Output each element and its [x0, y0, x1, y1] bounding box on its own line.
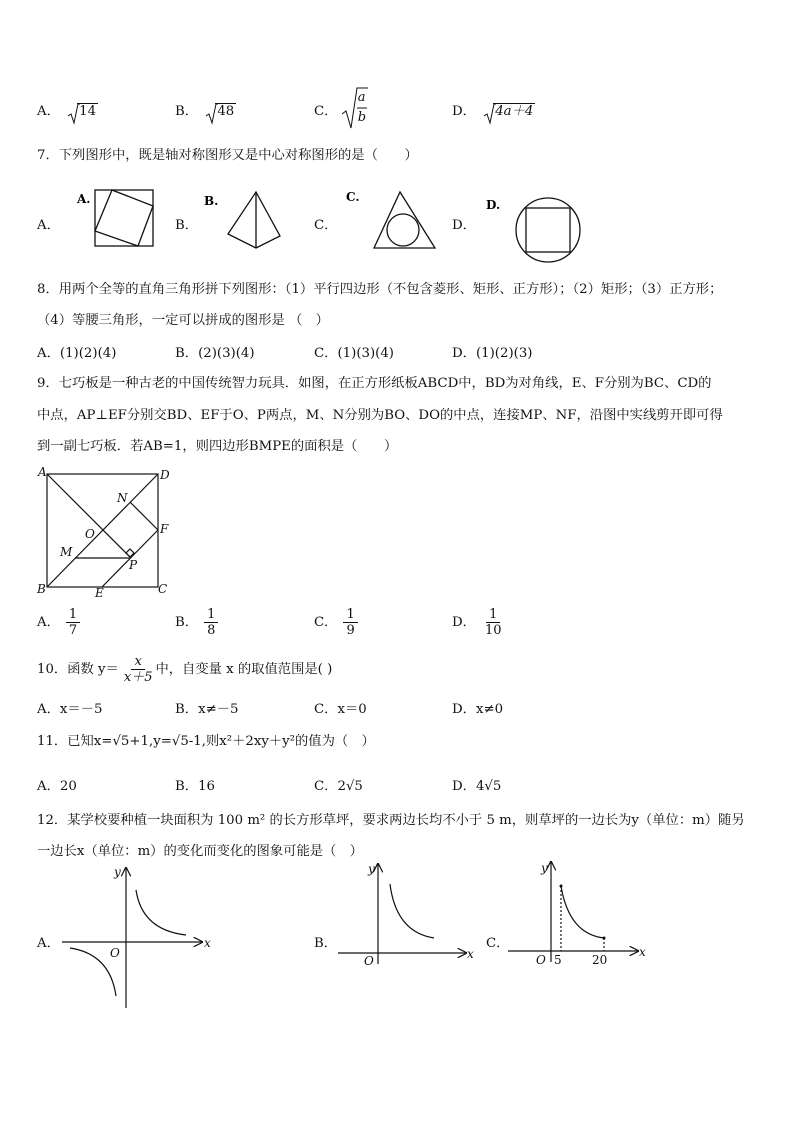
- sqrt-expression: [484, 103, 535, 120]
- q9-stem-line2: 中点，AP⊥EF分别交BD、EF于O、P两点，M、N分别为BO、DO的中点，连接MP、NF，沿图中实线剪开即可得: [37, 408, 723, 423]
- q7-stem: 7．下列图形中，既是轴对称图形又是中心对称图形的是（ ）: [37, 148, 418, 163]
- q12-option-a-letter[interactable]: A．: [37, 936, 60, 951]
- fraction-denominator: 7: [68, 623, 78, 638]
- q10-stem: [37, 654, 332, 685]
- fraction: [66, 607, 80, 638]
- q9-option-d[interactable]: [452, 607, 505, 638]
- fraction-numerator: 1: [343, 607, 357, 623]
- option-letter: C．: [314, 779, 338, 794]
- origin-label: O: [364, 954, 374, 968]
- label-m: M: [60, 545, 73, 559]
- q7-option-c-letter[interactable]: C．: [314, 218, 338, 233]
- option-letter: D．: [452, 104, 476, 119]
- fraction-denominator: 10: [484, 623, 502, 638]
- fraction-numerator: x: [131, 654, 144, 670]
- option-letter: D．: [452, 702, 476, 717]
- origin-label: O: [110, 946, 120, 960]
- option-text: (1)(2)(4): [59, 346, 117, 361]
- q10-option-c[interactable]: [314, 698, 367, 717]
- q8-option-b[interactable]: [175, 342, 255, 361]
- inner-tilted-square: [95, 190, 153, 246]
- endpoint-start: [560, 885, 563, 888]
- q9-option-c[interactable]: [314, 607, 358, 638]
- option-text: 2√5: [337, 779, 363, 794]
- q10-suffix: 中，自变量 x 的取值范围是( ): [155, 662, 333, 677]
- fraction-denominator: 8: [207, 623, 216, 638]
- label-e: E: [95, 586, 104, 600]
- fraction-denominator: b: [357, 110, 367, 125]
- q11-option-c[interactable]: [314, 775, 363, 794]
- x-label: x: [467, 947, 474, 961]
- q12-option-b-letter[interactable]: B．: [314, 936, 338, 951]
- option-text: 4√5: [475, 779, 502, 794]
- option-letter: C．: [314, 615, 338, 630]
- q7-option-a-letter[interactable]: A．: [37, 218, 60, 233]
- fraction: [343, 607, 357, 638]
- q6-option-b[interactable]: [175, 100, 236, 120]
- option-text: x≠0: [475, 702, 504, 717]
- label-b: B: [37, 582, 46, 596]
- q10-option-b[interactable]: [175, 698, 238, 717]
- y-label: y: [368, 862, 375, 876]
- q8-option-a[interactable]: [37, 342, 116, 361]
- q6-option-c[interactable]: [314, 86, 368, 130]
- label-n: N: [117, 491, 128, 505]
- option-letter: C．: [314, 702, 338, 717]
- q9-option-b[interactable]: [175, 607, 218, 638]
- q12-stem-line1: 12．某学校要种植一块面积为 100 m² 的长方形草坪，要求两边长均不小于 5 m，则草坪的一边长为y（单位：m）随另: [37, 813, 745, 828]
- label-o: O: [85, 527, 95, 541]
- q10-prefix: 10．函数 y＝: [37, 662, 119, 677]
- fraction: [204, 607, 218, 638]
- radicand: 14: [79, 104, 97, 119]
- inscribed-square: [526, 208, 570, 252]
- sqrt-expression: [68, 103, 98, 120]
- line-nf: [130, 502, 158, 530]
- q7-figure-c[interactable]: [340, 186, 440, 252]
- q10-fraction: [121, 654, 156, 685]
- y-label: y: [541, 861, 548, 875]
- q9-tangram-figure: [30, 462, 180, 604]
- option-letter: C．: [314, 346, 338, 361]
- x-label: x: [639, 945, 646, 959]
- option-letter: A．: [37, 104, 60, 119]
- q11-option-d[interactable]: [452, 775, 501, 794]
- x-label: x: [204, 936, 211, 950]
- fraction-numerator: 1: [204, 607, 218, 623]
- y-label: y: [114, 865, 121, 879]
- hyperbola-branch: [390, 884, 434, 938]
- q9-stem-line3: 到一副七巧板．若AB=1，则四边形BMPE的面积是（ ）: [37, 439, 398, 454]
- q12-graph-b[interactable]: [334, 858, 484, 968]
- figure-tag: B.: [204, 194, 219, 208]
- option-text: (1)(2)(3): [475, 346, 533, 361]
- radicand: 4a＋4: [495, 104, 534, 119]
- q6-option-d[interactable]: [452, 100, 535, 120]
- fraction-numerator: 1: [486, 607, 500, 623]
- label-c: C: [158, 582, 168, 596]
- hyperbola-branch-q1: [136, 890, 186, 935]
- tick-label-20: 20: [592, 953, 608, 967]
- inscribed-circle: [387, 214, 419, 246]
- fraction-numerator: a: [357, 90, 366, 105]
- option-letter: B．: [175, 779, 199, 794]
- q6-option-a[interactable]: [37, 100, 98, 120]
- q12-option-c-letter[interactable]: C．: [486, 936, 510, 951]
- option-text: 16: [198, 779, 215, 794]
- option-text: 20: [59, 779, 77, 794]
- figure-tag: C.: [346, 190, 360, 204]
- q10-option-d[interactable]: [452, 698, 503, 717]
- option-letter: B．: [175, 104, 199, 119]
- option-letter: B．: [175, 615, 199, 630]
- kite-shape: [228, 192, 280, 248]
- q8-option-c[interactable]: [314, 342, 394, 361]
- q12-stem-line2: 一边长x（单位：m）的变化而变化的图象可能是（ ）: [37, 844, 363, 859]
- q7-figure-a[interactable]: [68, 186, 160, 250]
- triangle: [374, 192, 435, 248]
- q7-option-b-letter[interactable]: B．: [175, 218, 199, 233]
- q10-option-a[interactable]: [37, 698, 102, 717]
- option-text: x＝－5: [59, 702, 103, 717]
- label-d: D: [160, 468, 170, 482]
- endpoint-end: [603, 937, 606, 940]
- q9-option-a[interactable]: [37, 607, 80, 638]
- q8-stem-line1: 8．用两个全等的直角三角形拼下列图形：（1）平行四边形（不包含菱形、矩形、正方形）；（2）矩形；（3）正方形；: [37, 282, 723, 297]
- label-p: P: [129, 558, 138, 572]
- figure-tag: A.: [77, 192, 91, 206]
- q7-figure-d[interactable]: [482, 192, 592, 264]
- option-letter: C．: [314, 104, 338, 119]
- sqrt-expression: [206, 103, 236, 120]
- q11-stem: 11．已知x=√5+1,y=√5-1,则x²＋2xy＋y²的值为（ ）: [37, 734, 375, 749]
- option-letter: D．: [452, 779, 476, 794]
- q12-graph-c[interactable]: [506, 856, 656, 968]
- option-letter: B．: [175, 346, 199, 361]
- hyperbola-segment: [561, 886, 604, 938]
- figure-tag: D.: [486, 198, 501, 212]
- option-letter: A．: [37, 779, 60, 794]
- outer-square: [95, 190, 153, 246]
- label-a: A: [38, 465, 47, 479]
- q9-stem-line1: 9．七巧板是一种古老的中国传统智力玩具．如图，在正方形纸板ABCD中，BD为对角线，E、F分别为BC、CD的: [37, 376, 712, 391]
- q8-stem-line2: （4）等腰三角形，一定可以拼成的图形是 （ ）: [37, 313, 329, 328]
- option-letter: A．: [37, 702, 60, 717]
- option-letter: B．: [175, 702, 199, 717]
- origin-label: O: [536, 953, 546, 967]
- fraction-numerator: 1: [66, 607, 80, 623]
- option-text: (2)(3)(4): [198, 346, 255, 361]
- q11-option-a[interactable]: [37, 775, 77, 794]
- q8-option-d[interactable]: [452, 342, 532, 361]
- option-text: x＝0: [337, 702, 367, 717]
- option-letter: D．: [452, 615, 476, 630]
- radicand: 48: [217, 104, 235, 119]
- q7-figure-b[interactable]: [200, 188, 290, 254]
- q12-graph-a[interactable]: [58, 862, 228, 1012]
- label-f: F: [160, 522, 169, 536]
- option-letter: A．: [37, 346, 60, 361]
- q11-option-b[interactable]: [175, 775, 215, 794]
- sqrt-fraction: [342, 86, 368, 130]
- option-text: (1)(3)(4): [337, 346, 394, 361]
- option-letter: A．: [37, 615, 60, 630]
- fraction: [482, 607, 505, 638]
- option-text: x≠－5: [198, 702, 239, 717]
- q7-option-d-letter[interactable]: D．: [452, 218, 476, 233]
- fraction-denominator: 9: [346, 623, 355, 638]
- tick-label-5: 5: [554, 953, 562, 967]
- option-letter: D．: [452, 346, 476, 361]
- fraction-denominator: x＋5: [123, 670, 153, 685]
